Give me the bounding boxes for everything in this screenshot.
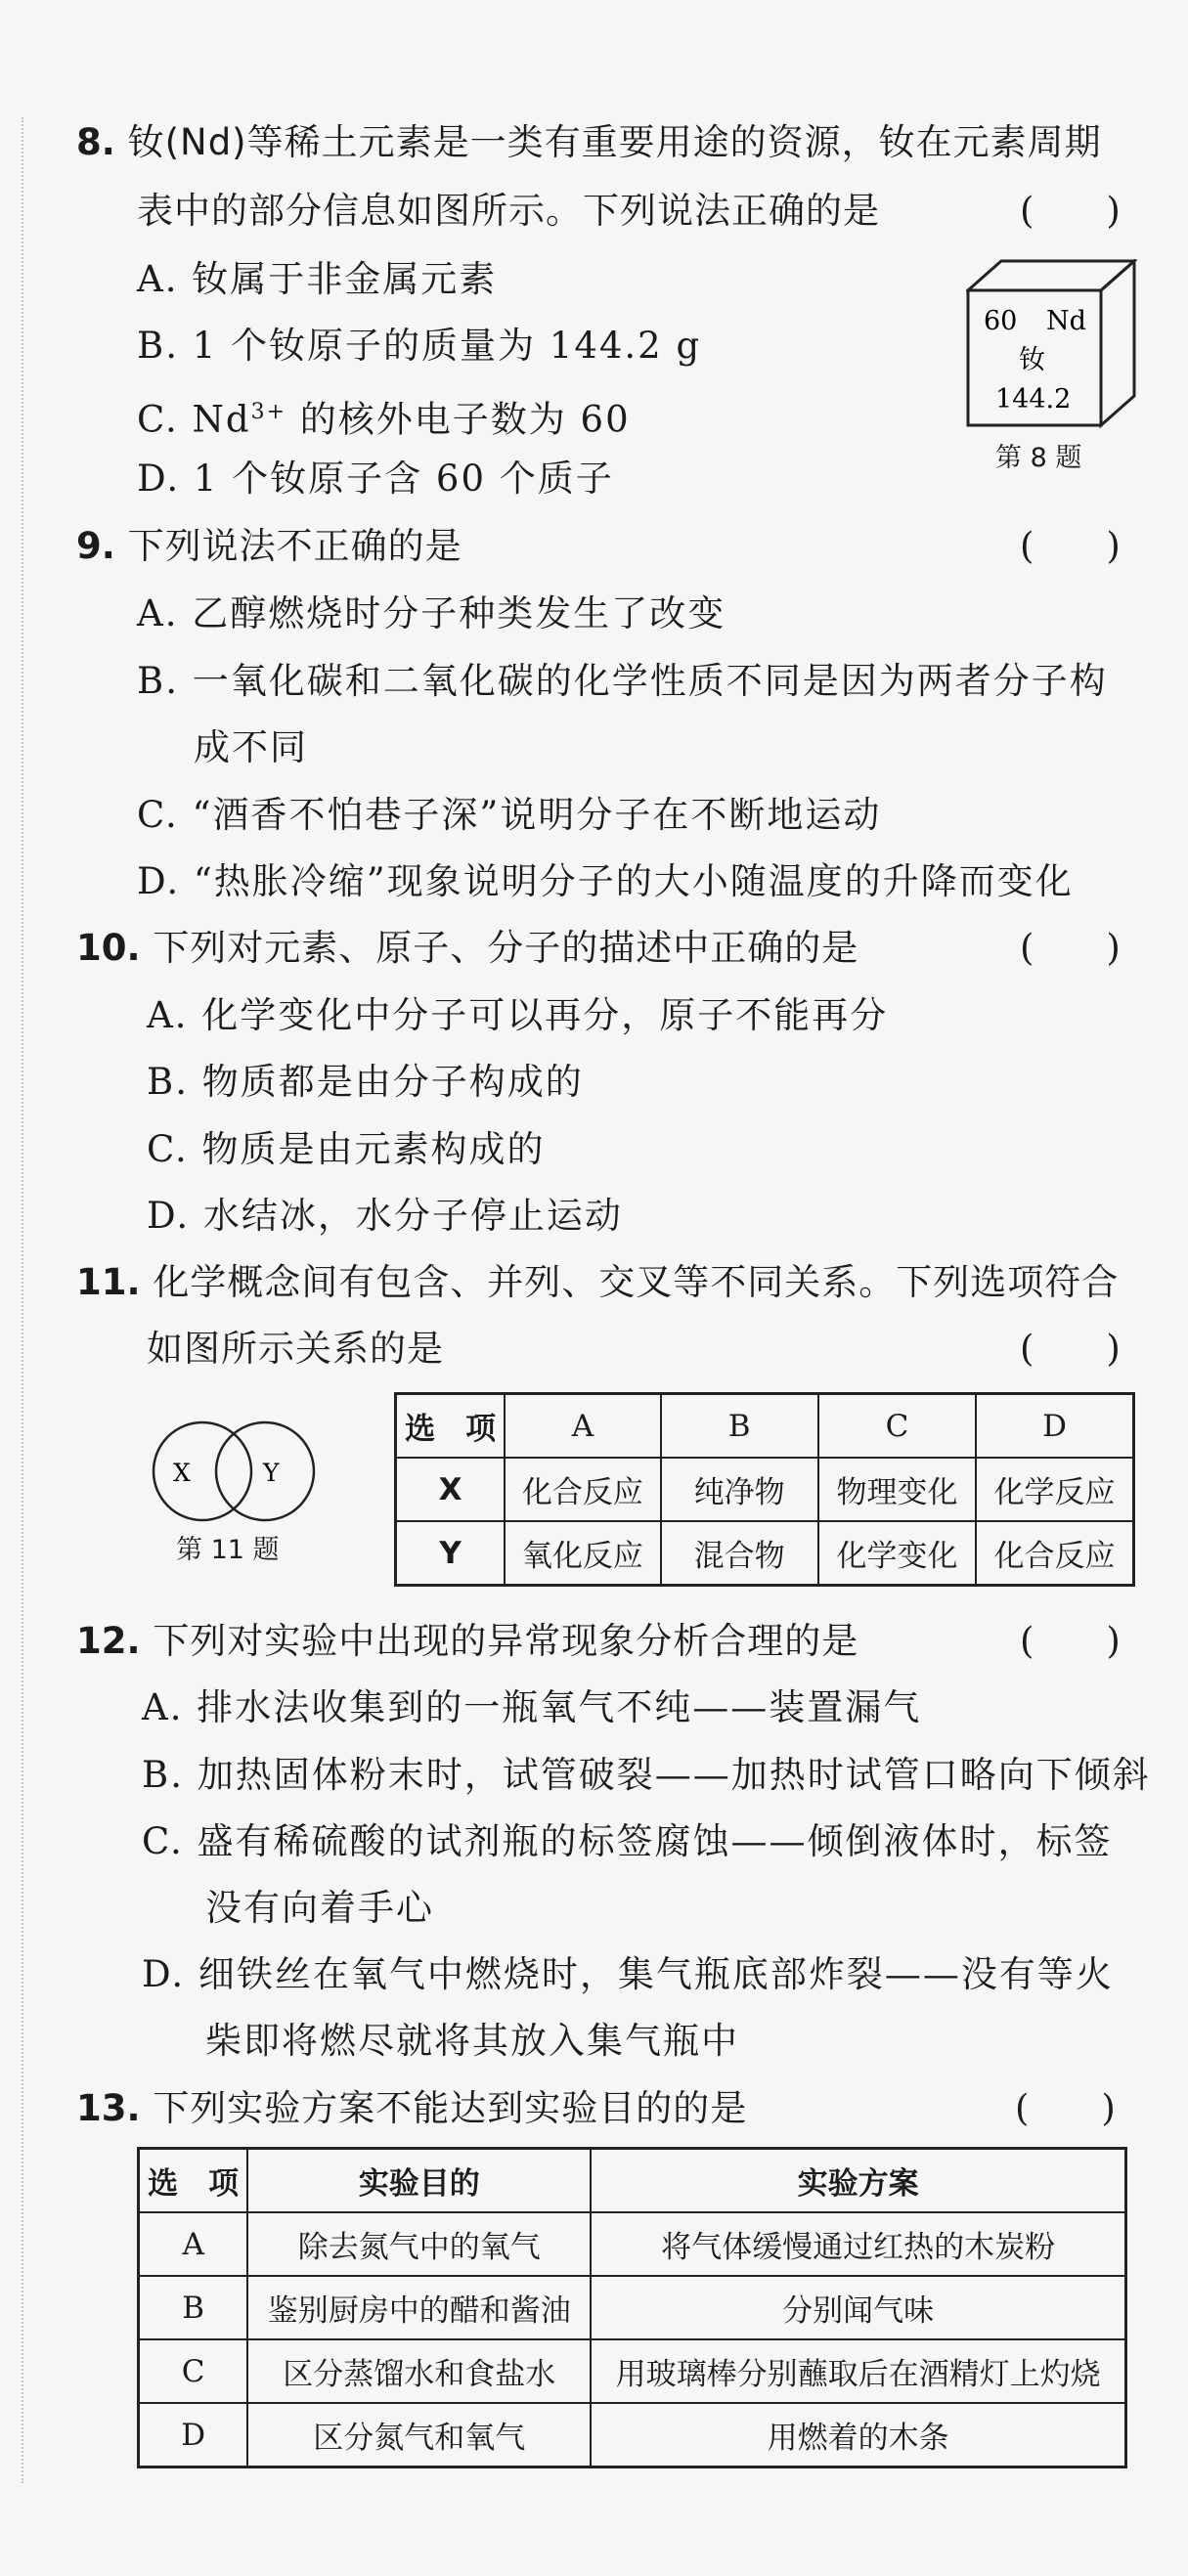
q13-stem: 下列实验方案不能达到实验目的的是 xyxy=(153,2087,748,2129)
table-cell: D xyxy=(139,2403,248,2467)
q8-option-c-charge: 3+ xyxy=(250,400,287,424)
q8-answer-bracket[interactable]: ( ) xyxy=(1020,190,1121,232)
table-cell: 化合反应 xyxy=(505,1458,660,1521)
q11-figure-caption: 第 11 题 xyxy=(176,1535,280,1565)
q9-option-a: A. 乙醇燃烧时分子种类发生了改变 xyxy=(137,592,726,634)
table-cell: 化学反应 xyxy=(976,1458,1133,1521)
table-cell: C xyxy=(139,2339,248,2403)
q11-line1 xyxy=(76,1259,1119,1306)
q10-option-a: A. 化学变化中分子可以再分，原子不能再分 xyxy=(147,994,889,1036)
q9-option-b-line1: B. 一氧化碳和二氧化碳的化学性质不同是因为两者分子构 xyxy=(137,660,1108,702)
q10-line1 xyxy=(76,925,858,972)
q8-stem-line1: 钕(Nd)等稀土元素是一类有重要用途的资源，钕在元素周期 xyxy=(127,121,1102,163)
q8-option-a: A. 钕属于非金属元素 xyxy=(137,258,498,300)
element-name: 钕 xyxy=(1019,345,1045,375)
q11-options-table xyxy=(394,1392,1135,1587)
q10-option-b: B. 物质都是由分子构成的 xyxy=(147,1061,584,1103)
q9-line1 xyxy=(76,523,462,570)
venn-label-x: X xyxy=(173,1459,191,1487)
q13-line1 xyxy=(76,2085,747,2132)
table-header-cell: D xyxy=(976,1394,1133,1459)
table-header-cell: 实验目的 xyxy=(247,2149,591,2213)
venn-diagram xyxy=(142,1418,326,1525)
table-cell: 物理变化 xyxy=(818,1458,976,1521)
q8-option-c-suffix: 的核外电子数为 60 xyxy=(286,398,631,441)
q8-number: 8. xyxy=(76,121,115,163)
q13-answer-bracket[interactable]: ( ) xyxy=(1015,2087,1116,2129)
q11-stem-line2: 如图所示关系的是 xyxy=(147,1328,444,1370)
periodic-element-box xyxy=(966,259,1137,430)
table-header-cell: A xyxy=(505,1394,660,1459)
table-cell: 区分氮气和氧气 xyxy=(247,2403,591,2467)
table-row xyxy=(139,2339,1126,2403)
q13-experiment-table xyxy=(137,2147,1127,2468)
table-row xyxy=(396,1521,1134,1586)
table-header-cell: 实验方案 xyxy=(591,2149,1125,2213)
q12-stem: 下列对实验中出现的异常现象分析合理的是 xyxy=(153,1620,859,1662)
element-symbol: Nd xyxy=(1046,306,1086,336)
q8-option-c xyxy=(137,389,631,443)
table-row xyxy=(396,1394,1134,1459)
table-row xyxy=(396,1458,1134,1521)
table-cell: 用玻璃棒分别蘸取后在酒精灯上灼烧 xyxy=(591,2339,1125,2403)
q12-answer-bracket[interactable]: ( ) xyxy=(1020,1620,1121,1662)
table-header-cell: 选 项 xyxy=(396,1394,506,1459)
q13-number: 13. xyxy=(76,2087,141,2129)
q12-line1 xyxy=(76,1618,858,1665)
q9-option-c: C. “酒香不怕巷子深”说明分子在不断地运动 xyxy=(137,794,882,836)
table-cell: A xyxy=(139,2212,248,2276)
q8-option-c-prefix: C. Nd xyxy=(137,398,251,441)
q12-option-c-line1: C. 盛有稀硫酸的试剂瓶的标签腐蚀——倾倒液体时，标签 xyxy=(142,1820,1113,1862)
table-cell: 用燃着的木条 xyxy=(591,2403,1125,2467)
q8-stem-line2: 表中的部分信息如图所示。下列说法正确的是 xyxy=(137,190,880,232)
table-row xyxy=(139,2149,1126,2213)
q9-stem: 下列说法不正确的是 xyxy=(127,525,462,567)
q8-option-b: B. 1 个钕原子的质量为 144.2 g xyxy=(137,325,702,367)
table-cell: Y xyxy=(396,1521,506,1586)
table-cell: 除去氮气中的氧气 xyxy=(247,2212,591,2276)
q11-stem-line1: 化学概念间有包含、并列、交叉等不同关系。下列选项符合 xyxy=(153,1261,1120,1303)
table-cell: 区分蒸馏水和食盐水 xyxy=(247,2339,591,2403)
q11-number: 11. xyxy=(76,1261,141,1303)
q10-stem: 下列对元素、原子、分子的描述中正确的是 xyxy=(153,927,859,969)
q11-answer-bracket[interactable]: ( ) xyxy=(1020,1328,1121,1370)
q9-answer-bracket[interactable]: ( ) xyxy=(1020,525,1121,567)
table-cell: 分别闻气味 xyxy=(591,2276,1125,2339)
table-header-cell: 选 项 xyxy=(139,2149,248,2213)
q12-option-d-line2: 柴即将燃尽就将其放入集气瓶中 xyxy=(205,2020,739,2062)
q10-number: 10. xyxy=(76,927,141,969)
table-cell: 混合物 xyxy=(661,1521,818,1586)
q12-option-a: A. 排水法收集到的一瓶氧气不纯——装置漏气 xyxy=(142,1686,922,1728)
q8-option-d: D. 1 个钕原子含 60 个质子 xyxy=(137,458,614,500)
q10-option-d: D. 水结冰，水分子停止运动 xyxy=(147,1195,623,1237)
q8-figure-caption: 第 8 题 xyxy=(995,443,1082,473)
margin-divider xyxy=(22,117,23,2483)
q8-line1 xyxy=(76,119,1102,166)
table-row xyxy=(139,2403,1126,2467)
q9-number: 9. xyxy=(76,525,115,567)
table-row xyxy=(139,2212,1126,2276)
table-cell: B xyxy=(139,2276,248,2339)
table-row xyxy=(139,2276,1126,2339)
table-cell: 氧化反应 xyxy=(505,1521,660,1586)
element-atomic-mass: 144.2 xyxy=(995,384,1072,415)
q12-option-d-line1: D. 细铁丝在氧气中燃烧时，集气瓶底部炸裂——没有等火 xyxy=(142,1953,1114,1995)
table-cell: 鉴别厨房中的醋和酱油 xyxy=(247,2276,591,2339)
q10-option-c: C. 物质是由元素构成的 xyxy=(147,1128,546,1170)
q9-option-b-line2: 成不同 xyxy=(194,726,308,768)
venn-label-y: Y xyxy=(263,1459,280,1487)
table-cell: 将气体缓慢通过红热的木炭粉 xyxy=(591,2212,1125,2276)
q12-option-b: B. 加热固体粉末时，试管破裂——加热时试管口略向下倾斜 xyxy=(142,1754,1151,1796)
q12-number: 12. xyxy=(76,1620,141,1662)
table-cell: X xyxy=(396,1458,506,1521)
element-atomic-number: 60 xyxy=(984,306,1018,336)
table-cell: 纯净物 xyxy=(661,1458,818,1521)
table-header-cell: C xyxy=(818,1394,976,1459)
q10-answer-bracket[interactable]: ( ) xyxy=(1020,927,1121,969)
table-cell: 化合反应 xyxy=(976,1521,1133,1586)
q9-option-d: D. “热胀冷缩”现象说明分子的大小随温度的升降而变化 xyxy=(137,860,1074,902)
table-header-cell: B xyxy=(661,1394,818,1459)
table-cell: 化学变化 xyxy=(818,1521,976,1586)
q12-option-c-line2: 没有向着手心 xyxy=(205,1887,434,1929)
